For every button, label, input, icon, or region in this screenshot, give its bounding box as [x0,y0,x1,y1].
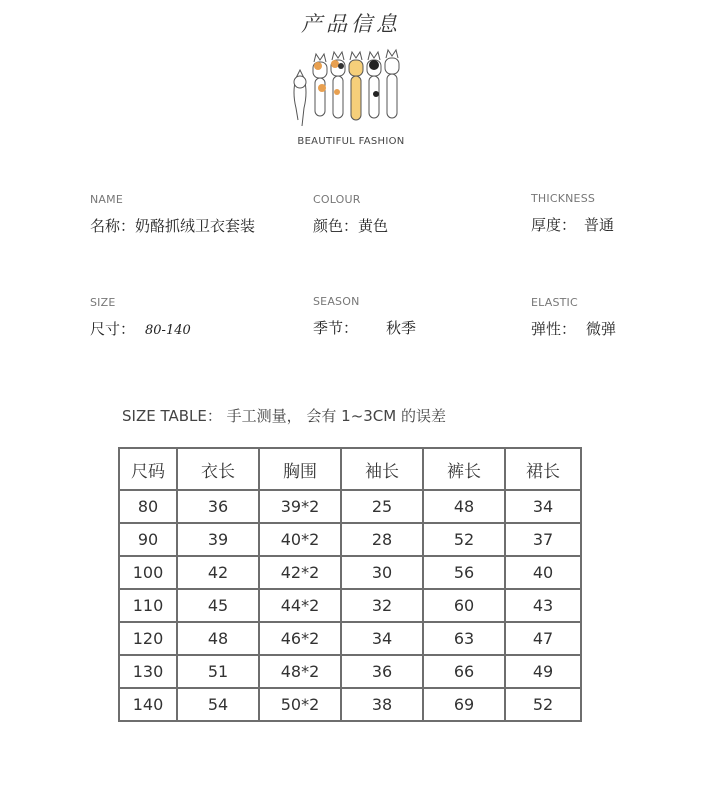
table-cell: 50*2 [259,688,341,721]
page-title: 产品信息 [301,12,401,36]
table-cell: 36 [177,490,259,523]
field-label: SIZE [90,296,116,309]
size-table [118,447,582,722]
field-label: COLOUR [313,193,361,206]
table-row [119,688,581,721]
table-row [119,589,581,622]
field-key: 厚度： [531,216,577,234]
table-cell: 47 [505,622,581,655]
table-cell: 110 [119,589,177,622]
table-cell: 100 [119,556,177,589]
field-colour [313,193,388,236]
table-cell: 44*2 [259,589,341,622]
table-cell: 69 [423,688,505,721]
table-row [119,556,581,589]
table-cell: 46*2 [259,622,341,655]
header-cell: 袖长 [341,448,423,490]
table-cell: 130 [119,655,177,688]
field-key: 季节： [313,319,359,337]
table-cell: 140 [119,688,177,721]
field-value: 普通 [584,216,615,234]
field-value: 秋季 [386,319,417,337]
header-cell: 裤长 [423,448,505,490]
field-elastic [531,296,616,339]
header-cell: 胸围 [259,448,341,490]
table-cell: 39 [177,523,259,556]
field-label: THICKNESS [531,192,596,205]
table-cell: 48*2 [259,655,341,688]
table-cell: 48 [177,622,259,655]
table-cell: 54 [177,688,259,721]
table-cell: 25 [341,490,423,523]
table-cell: 60 [423,589,505,622]
field-label: NAME [90,193,123,206]
field-value: 黄色 [358,217,389,235]
table-cell: 38 [341,688,423,721]
table-cell: 56 [423,556,505,589]
field-name [90,193,255,236]
field-key: 颜色： [313,217,359,235]
table-row [119,655,581,688]
header-cell: 裙长 [505,448,581,490]
table-cell: 42*2 [259,556,341,589]
size-table-heading: SIZE TABLE： 手工测量， 会有 1~3CM 的误差 [122,407,446,425]
field-key: 弹性： [531,320,577,338]
table-cell: 42 [177,556,259,589]
table-cell: 90 [119,523,177,556]
brand-name: BEAUTIFUL FASHION [297,136,405,147]
table-row [119,490,581,523]
table-cell: 39*2 [259,490,341,523]
table-cell: 48 [423,490,505,523]
size-table-header-row [119,448,581,490]
table-cell: 52 [505,688,581,721]
header-cell: 衣长 [177,448,259,490]
table-cell: 120 [119,622,177,655]
table-cell: 45 [177,589,259,622]
field-season [313,295,416,338]
field-key: 名称： [90,217,136,235]
field-label: ELASTIC [531,296,578,309]
brand-logo [288,48,406,132]
table-cell: 66 [423,655,505,688]
table-cell: 40 [505,556,581,589]
field-value: 奶酪抓绒卫衣套装 [135,217,256,235]
table-cell: 52 [423,523,505,556]
table-cell: 34 [505,490,581,523]
table-cell: 37 [505,523,581,556]
table-cell: 32 [341,589,423,622]
table-cell: 40*2 [259,523,341,556]
field-key: 尺寸： [90,320,136,338]
field-label: SEASON [313,295,360,308]
field-value: 80-140 [145,323,191,338]
table-row [119,523,581,556]
field-value: 微弹 [586,320,617,338]
table-cell: 28 [341,523,423,556]
field-size [90,296,191,339]
table-cell: 63 [423,622,505,655]
table-cell: 43 [505,589,581,622]
table-cell: 34 [341,622,423,655]
table-cell: 49 [505,655,581,688]
field-thickness [531,192,614,235]
table-cell: 51 [177,655,259,688]
table-cell: 36 [341,655,423,688]
table-cell: 30 [341,556,423,589]
table-row [119,622,581,655]
header-cell: 尺码 [119,448,177,490]
table-cell: 80 [119,490,177,523]
